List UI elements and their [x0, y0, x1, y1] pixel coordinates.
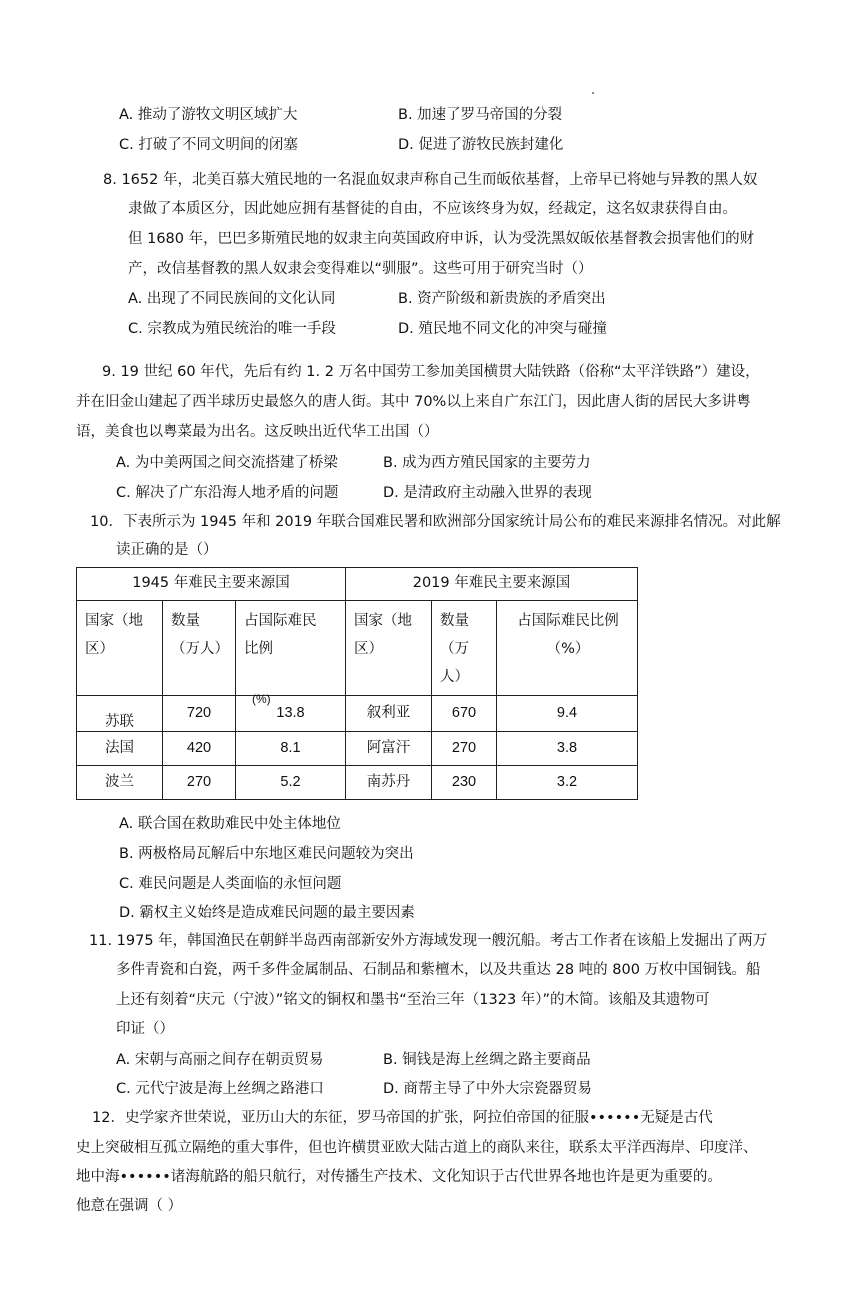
q11-option-c[interactable]: C. 元代宁波是海上丝绸之路港口	[116, 1081, 324, 1097]
table-row: 苏联 720 13.8 叙利亚 670 9.4	[77, 696, 638, 732]
q10-stem-line-2: 读正确的是（）	[116, 542, 218, 558]
ratio-unit-1945: (%)	[252, 692, 271, 706]
q11-option-d[interactable]: D. 商帮主导了中外大宗瓷器贸易	[383, 1081, 592, 1097]
q10-option-c[interactable]: C. 难民问题是人类面临的永恒问题	[119, 876, 342, 892]
col-ratio-1945: 占国际难民比例 (%)	[236, 601, 346, 696]
q8-stem-line-1: 8. 1652 年，北美百慕大殖民地的一名混血奴隶声称自己生而皈依基督，上帝早已将她与异教的黑人奴	[103, 172, 758, 188]
q11-stem-line-3: 上还有刻着“庆元（宁波）”铭文的铜权和墨书“至治三年（1323 年）”的木简。该船及其遗物可	[116, 992, 710, 1008]
q11-option-b[interactable]: B. 铜钱是海上丝绸之路主要商品	[383, 1052, 591, 1068]
q12-stem-line-3: 地中海••••••诸海航路的船只航行，对传播生产技术、文化知识于古代世界各地也许是更为重要的。	[76, 1169, 722, 1185]
q8-option-d[interactable]: D. 殖民地不同文化的冲突与碰撞	[398, 321, 607, 337]
q8-stem-line-4: 产，改信基督教的黑人奴隶会变得难以“驯服”。这些可用于研究当时（）	[128, 261, 593, 277]
col-country-1945: 国家（地区）	[77, 601, 163, 696]
q10-option-a[interactable]: A. 联合国在救助难民中处主体地位	[119, 816, 341, 832]
q8-stem-line-3: 但 1680 年，巴巴多斯殖民地的奴隶主向英国政府申诉，认为受洗黑奴皈依基督教会损害他们的财	[128, 231, 755, 247]
q11-stem-line-2: 多件青瓷和白瓷，两千多件金属制品、石制品和紫檀木，以及共重达 28 吨的 800 万枚中国铜钱。船	[116, 962, 761, 978]
q11-stem-line-1: 11. 1975 年，韩国渔民在朝鲜半岛西南部新安外方海域发现一艘沉船。考古工作者在该船上发掘出了两万	[89, 933, 768, 949]
q8-option-a[interactable]: A. 出现了不同民族间的文化认同	[128, 291, 336, 307]
q8-option-c[interactable]: C. 宗教成为殖民统治的唯一手段	[128, 321, 336, 337]
q10-option-d[interactable]: D. 霸权主义始终是造成难民问题的最主要因素	[119, 905, 415, 921]
table-row: 波兰 270 5.2 南苏丹 230 3.2	[77, 766, 638, 800]
q11-option-a[interactable]: A. 宋朝与高丽之间存在朝贡贸易	[116, 1052, 324, 1068]
col-amount-2019: 数量（万人）	[432, 601, 497, 696]
q9-stem-line-1: 9. 19 世纪 60 年代，先后有约 1. 2 万名中国劳工参加美国横贯大陆铁路（俗称“太平洋铁路”）建设，	[102, 364, 760, 380]
q9-option-b[interactable]: B. 成为西方殖民国家的主要劳力	[383, 455, 591, 471]
q7-option-c[interactable]: C. 打破了不同文明间的闭塞	[119, 137, 298, 153]
table-header-2019: 2019 年难民主要来源国	[346, 568, 638, 601]
col-country-2019: 国家（地区）	[346, 601, 432, 696]
q9-option-d[interactable]: D. 是清政府主动融入世界的表现	[383, 485, 592, 501]
col-amount-1945: 数量（万人）	[163, 601, 236, 696]
scan-speck	[592, 92, 594, 94]
q9-stem-line-2: 并在旧金山建起了西半球历史最悠久的唐人街。其中 70%以上来自广东江门，因此唐人街的居民大多讲粤	[76, 394, 751, 410]
q8-stem-line-2: 隶做了本质区分，因此她应拥有基督徒的自由，不应该终身为奴，经裁定，这名奴隶获得自由。	[128, 201, 737, 217]
q10-option-b[interactable]: B. 两极格局瓦解后中东地区难民问题较为突出	[119, 846, 414, 862]
refugee-table	[76, 567, 638, 800]
q11-stem-line-4: 印证（）	[116, 1021, 174, 1037]
q12-stem-line-4: 他意在强调（ ）	[76, 1198, 183, 1214]
q10-stem-line-1: 10．下表所示为 1945 年和 2019 年联合国难民署和欧洲部分国家统计局公布的难民来源排名情况。对此解	[90, 514, 781, 530]
q12-stem-line-1: 12．史学家齐世荣说，亚历山大的东征，罗马帝国的扩张，阿拉伯帝国的征服••••••无疑是古代	[92, 1110, 713, 1126]
q9-option-a[interactable]: A. 为中美两国之间交流搭建了桥梁	[116, 455, 338, 471]
table-row: 法国 420 8.1 阿富汗 270 3.8	[77, 732, 638, 766]
q8-option-b[interactable]: B. 资产阶级和新贵族的矛盾突出	[398, 291, 606, 307]
q9-stem-line-3: 语，美食也以粤菜最为出名。这反映出近代华工出国（）	[76, 424, 439, 440]
q7-option-d[interactable]: D. 促进了游牧民族封建化	[398, 137, 564, 153]
q7-option-b[interactable]: B. 加速了罗马帝国的分裂	[398, 107, 563, 123]
q12-stem-line-2: 史上突破相互孤立隔绝的重大事件，但也许横贯亚欧大陆古道上的商队来往，联系太平洋西海岸、印度洋、	[76, 1140, 758, 1156]
q7-option-a[interactable]: A. 推动了游牧文明区域扩大	[119, 107, 298, 123]
col-ratio-2019: 占国际难民比例（%）	[497, 601, 638, 696]
table-header-1945: 1945 年难民主要来源国	[77, 568, 346, 601]
q9-option-c[interactable]: C. 解决了广东沿海人地矛盾的问题	[116, 485, 339, 501]
